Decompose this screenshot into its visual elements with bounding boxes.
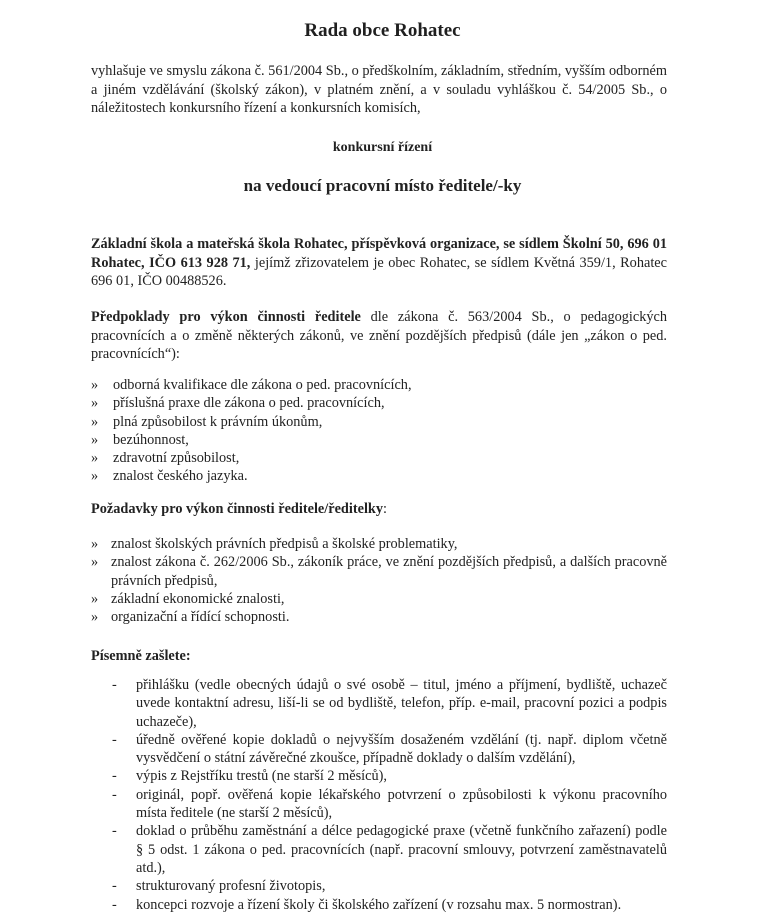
school-name: Základní škola a mateřská škola Rohatec, příspěvková organizace, se sídlem Školní 50, 696 01 Rohatec, IČO 613 928 71, <box>91 236 667 271</box>
intro-paragraph: vyhlašuje ve smyslu zákona č. 561/2004 Sb., o předškolním, základním, středním, vyšším odborném a jiném vzdělávání (školský zákon), v platném znění, a v souladu vyhláškou č. 54/2005 Sb., o náležitostech konkursního řízení a konkursních komisích, <box>91 63 667 116</box>
school-details: jejímž zřizovatelem je obec Rohatec, se sídlem Květná 359/1, Rohatec 696 01, IČO 00488526. <box>91 254 667 289</box>
list-item: » základní ekonomické znalosti, <box>91 590 285 607</box>
list-item: - úředně ověřené kopie dokladů o nejvyšším dosaženém vzdělání (tj. např. diplom včetně vysvědčení o státní závěrečné zkoušce, případně doklady o dalším vzdělání), <box>112 731 667 767</box>
list-item: - originál, popř. ověřená kopie lékařského potvrzení o způsobilosti k výkonu pracovního místa ředitele (ne starší 2 měsíců), <box>112 786 667 822</box>
document-title: Rada obce Rohatec <box>304 20 461 41</box>
list-item: - strukturovaný profesní životopis, <box>112 878 326 895</box>
list-item: » znalost školských právních předpisů a školské problematiky, <box>91 536 458 552</box>
prerequisites-list <box>91 376 667 486</box>
list-item: » odborná kvalifikace dle zákona o ped. pracovnících, <box>91 377 412 393</box>
list-item: » příslušná praxe dle zákona o ped. pracovnících, <box>91 395 385 412</box>
prerequisites-text: dle zákona č. 563/2004 Sb., o pedagogických pracovnících a o změně některých zákonů, ve znění pozdějších předpisů (dále jen „zákon o ped. pracovnících“): <box>91 309 667 362</box>
position-heading: na vedoucí pracovní místo ředitele/-ky <box>243 176 522 195</box>
list-item: - přihlášku (vedle obecných údajů o své osobě – titul, jméno a příjmení, bydliště, uchazeč uvede kontaktní adresu, liší-li se od bydliště, telefon, příp. e-mail, pracovní pozici a podpis uchazeče), <box>112 677 667 730</box>
send-list <box>91 676 667 914</box>
school-paragraph <box>91 235 667 291</box>
requirements-heading-line: Požadavky pro výkon činnosti ředitele/ředitelky: <box>91 501 388 517</box>
requirements-heading: Požadavky pro výkon činnosti ředitele/ředitelky <box>91 501 384 517</box>
list-item: » plná způsobilost k právním úkonům, <box>91 413 323 430</box>
requirements-list <box>91 535 667 626</box>
list-item: » znalost českého jazyka. <box>91 468 248 485</box>
list-item: - výpis z Rejstříku trestů (ne starší 2 měsíců), <box>112 768 387 785</box>
list-item: » znalost zákona č. 262/2006 Sb., zákoník práce, ve znění pozdějších předpisů, a dalších pracovně právních předpisů, <box>91 554 667 589</box>
list-item: » zdravotní způsobilost, <box>91 450 240 467</box>
prerequisites-paragraph <box>91 308 667 364</box>
list-item: - doklad o průběhu zaměstnání a délce pedagogické praxe (včetně funkčního zařazení) podle § 5 odst. 1 zákona o ped. pracovnících (např. pracovní smlouvy, potvrzení zaměstnavatelů atd.), <box>112 823 667 876</box>
list-item: » bezúhonnost, <box>91 431 189 448</box>
prerequisites-heading: Předpoklady pro výkon činnosti ředitele <box>91 309 361 325</box>
subheading: konkursní řízení <box>332 140 433 155</box>
send-heading: Písemně zašlete: <box>91 648 191 664</box>
list-item: - koncepci rozvoje a řízení školy či školského zařízení (v rozsahu max. 5 normostran). <box>112 896 622 913</box>
list-item: » organizační a řídící schopnosti. <box>91 609 290 626</box>
